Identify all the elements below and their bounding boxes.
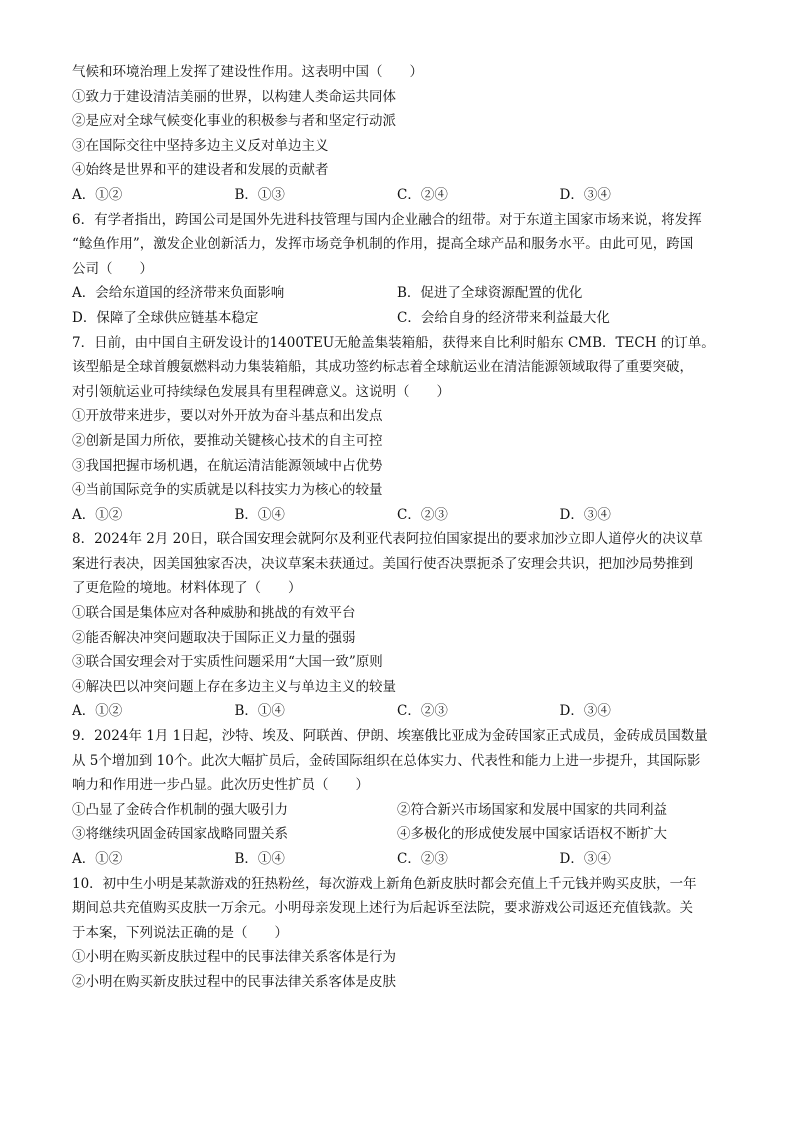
option-d: D．③④ bbox=[559, 186, 611, 203]
question-stem-line: 公司（ ） bbox=[72, 260, 153, 277]
option-b: B．①④ bbox=[234, 703, 285, 720]
exam-page bbox=[72, 60, 722, 995]
question-10 bbox=[72, 872, 722, 995]
statement-2: ②创新是国力所依，要推动关键核心技术的自主可控 bbox=[72, 432, 383, 449]
statement-2: ②是应对全球气候变化事业的积极参与者和坚定行动派 bbox=[72, 113, 396, 130]
option-b: B．①③ bbox=[234, 186, 285, 203]
answer-options bbox=[72, 503, 722, 528]
option-d: D．③④ bbox=[559, 506, 611, 523]
question-stem-line: “鲶鱼作用”，激发企业创新活力，发挥市场竞争机制的作用，提高全球产品和服务水平。由此可见，跨国 bbox=[72, 236, 694, 253]
option-c: C．②③ bbox=[397, 703, 448, 720]
question-stem-line: 从 5个增加到 10个。此次大幅扩员后，金砖国际组织在总体实力、代表性和能力上进一步提升，其国际影 bbox=[72, 752, 701, 769]
option-c: C．②④ bbox=[397, 186, 448, 203]
question-8 bbox=[72, 527, 722, 724]
question-stem-line: 9．2024年 1月 1日起，沙特、埃及、阿联酋、伊朗、埃塞俄比亚成为金砖国家正式成员，金砖成员国数量 bbox=[72, 728, 708, 745]
question-stem-line: 10．初中生小明是某款游戏的狂热粉丝，每次游戏上新角色新皮肤时都会充值上千元钱并购买皮肤，一年 bbox=[72, 875, 697, 892]
option-b: B．促进了全球资源配置的优化 bbox=[397, 285, 583, 302]
option-a: A．①② bbox=[72, 506, 123, 523]
option-b: B．①④ bbox=[234, 506, 285, 523]
statement-1: ①致力于建设清洁美丽的世界，以构建人类命运共同体 bbox=[72, 88, 396, 105]
statement-4: ④多极化的形成使发展中国家话语权不断扩大 bbox=[397, 826, 667, 843]
question-stem: 气候和环境治理上发挥了建设性作用。这表明中国（ ） bbox=[72, 64, 423, 80]
statement-2: ②能否解决冲突问题取决于国际正义力量的强弱 bbox=[72, 629, 356, 646]
option-b: B．①④ bbox=[234, 851, 285, 867]
option-c: C．会给自身的经济带来利益最大化 bbox=[397, 309, 610, 326]
question-5 bbox=[72, 60, 722, 208]
option-d: D．③④ bbox=[559, 703, 611, 720]
statement-4: ④解决巴以冲突问题上存在多边主义与单边主义的较量 bbox=[72, 678, 396, 695]
statement-3: ③联合国安理会对于实质性问题采用“大国一致”原则 bbox=[72, 654, 383, 671]
answer-options bbox=[72, 847, 722, 872]
option-d: D．③④ bbox=[559, 851, 611, 867]
question-stem-line: 了更危险的境地。材料体现了（ ） bbox=[72, 580, 302, 597]
question-stem-line: 响力和作用进一步凸显。此次历史性扩员（ ） bbox=[72, 777, 369, 794]
answer-options bbox=[72, 281, 722, 306]
answer-options bbox=[72, 183, 722, 208]
statement-3: ③将继续巩固金砖国家战略同盟关系 bbox=[72, 826, 288, 843]
question-stem-line: 案进行表决，因美国独家否决，决议草案未获通过。美国行使否决票扼杀了安理会共识，把加沙局势推到 bbox=[72, 555, 693, 572]
statement-1: ①凸显了金砖合作机制的强大吸引力 bbox=[72, 801, 288, 818]
question-stem-line: 8．2024年 2月 20日，联合国安理会就阿尔及利亚代表阿拉伯国家提出的要求加沙立即人道停火的决议草 bbox=[72, 531, 703, 548]
answer-options bbox=[72, 306, 722, 331]
statement-2: ②小明在购买新皮肤过程中的民事法律关系客体是皮肤 bbox=[72, 973, 396, 990]
question-stem-line: 期间总共充值购买皮肤一万余元。小明母亲发现上述行为后起诉至法院，要求游戏公司返还充值钱款。关 bbox=[72, 900, 693, 917]
option-a: A．会给东道国的经济带来负面影响 bbox=[72, 285, 285, 302]
question-stem-line: 该型船是全球首艘氨燃料动力集装箱船，其成功签约标志着全球航运业在清洁能源领域取得了重要突破， bbox=[72, 359, 693, 376]
option-c: C．②③ bbox=[397, 506, 448, 523]
statement-1: ①联合国是集体应对各种威胁和挑战的有效平台 bbox=[72, 605, 356, 622]
statement-1: ①开放带来进步，要以对外开放为奋斗基点和出发点 bbox=[72, 408, 383, 425]
statement-row bbox=[72, 822, 722, 847]
question-6 bbox=[72, 208, 722, 331]
statement-3: ③在国际交往中坚持多边主义反对单边主义 bbox=[72, 137, 329, 154]
option-d: D．保障了全球供应链基本稳定 bbox=[72, 309, 259, 326]
statement-row bbox=[72, 798, 722, 823]
question-7 bbox=[72, 331, 722, 528]
statement-2: ②符合新兴市场国家和发展中国家的共同利益 bbox=[397, 801, 667, 818]
question-9 bbox=[72, 724, 722, 872]
statement-1: ①小明在购买新皮肤过程中的民事法律关系客体是行为 bbox=[72, 949, 396, 966]
question-stem-line: 对引领航运业可持续绿色发展具有里程碑意义。这说明（ ） bbox=[72, 383, 450, 400]
statement-4: ④当前国际竞争的实质就是以科技实力为核心的较量 bbox=[72, 482, 383, 499]
answer-options bbox=[72, 699, 722, 724]
option-a: A．①② bbox=[72, 186, 123, 203]
statement-3: ③我国把握市场机遇，在航运清洁能源领域中占优势 bbox=[72, 457, 383, 474]
option-a: A．①② bbox=[72, 851, 123, 867]
option-a: A．①② bbox=[72, 703, 123, 720]
question-stem-line: 于本案，下列说法正确的是（ ） bbox=[72, 924, 288, 941]
question-stem-line: 6．有学者指出，跨国公司是国外先进科技管理与国内企业融合的纽带。对于东道主国家市场来说，将发挥 bbox=[72, 211, 702, 228]
question-stem-line: 7．日前，由中国自主研发设计的1400TEU无舱盖集装箱船，获得来自比利时船东 CMB．TECH 的订单。 bbox=[72, 334, 715, 351]
option-c: C．②③ bbox=[397, 851, 448, 867]
statement-4: ④始终是世界和平的建设者和发展的贡献者 bbox=[72, 162, 329, 179]
